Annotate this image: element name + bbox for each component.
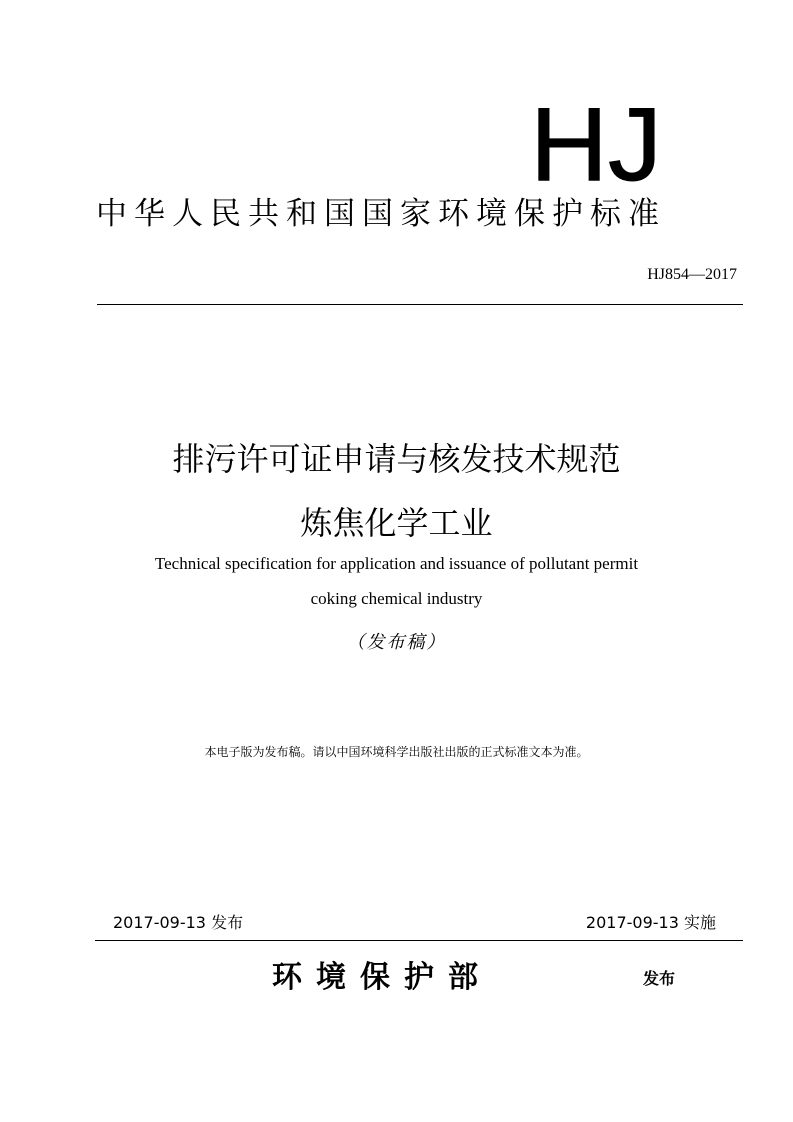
standard-number: HJ854—2017 (647, 266, 737, 283)
footer-divider (95, 940, 743, 941)
hj-logo-text: HJ (530, 102, 662, 184)
header-divider (97, 304, 743, 305)
draft-label: （发布稿） (346, 632, 447, 653)
title-cn-line2: 炼焦化学工业 (300, 504, 493, 542)
implementation-date: 2017-09-13 实施 (585, 913, 716, 932)
org-title: 中华人民共和国国家环境保护标准 (96, 196, 666, 232)
edition-notice: 本电子版为发布稿。请以中国环境科学出版社出版的正式标准文本为准。 (204, 745, 589, 759)
hj-logo (528, 102, 664, 184)
title-en-line1: Technical specification for application and issuance of pollutant permit (154, 554, 639, 573)
title-en-line2: coking chemical industry (310, 589, 483, 608)
issuer-name: 环境保护部 (272, 960, 492, 995)
title-cn-line1: 排污许可证申请与核发技术规范 (172, 440, 621, 478)
issuer-action: 发布 (643, 969, 676, 988)
issue-date: 2017-09-13 发布 (113, 913, 244, 932)
